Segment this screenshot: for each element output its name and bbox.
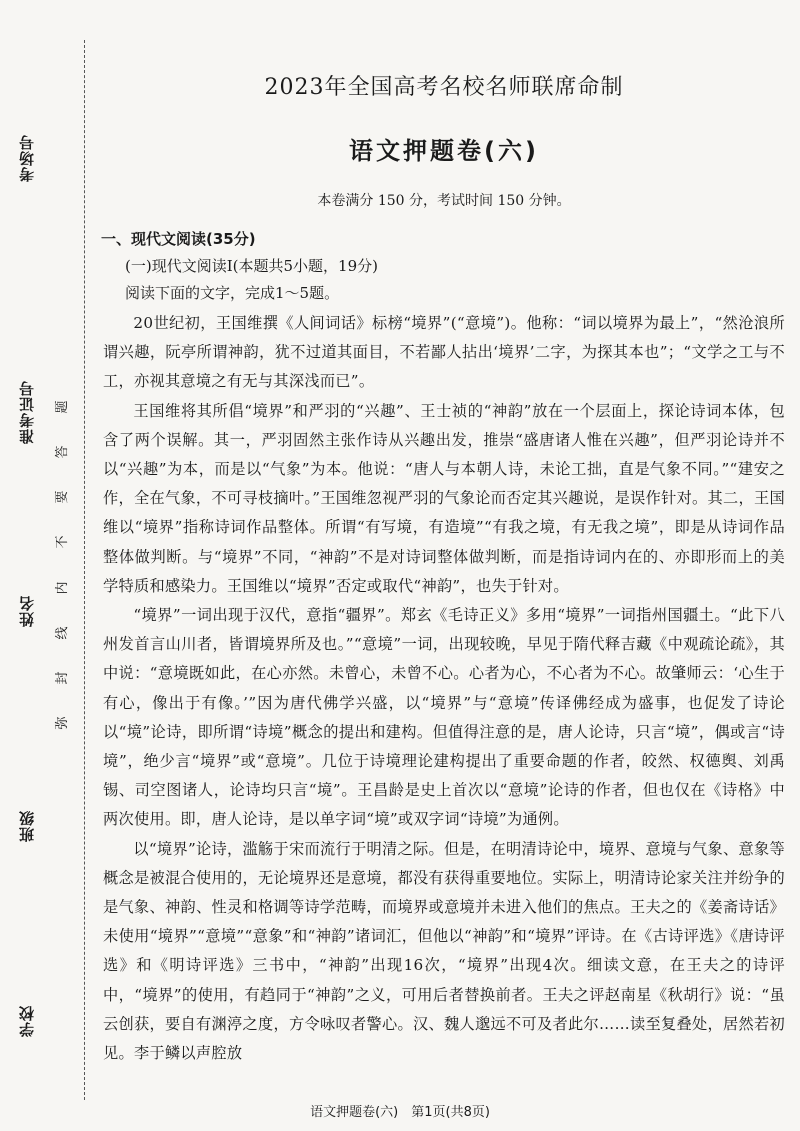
name-field	[16, 595, 37, 627]
passage-paragraph: 以“境界”论诗，滥觞于宋而流行于明清之际。但是，在明清诗论中，境界、意境与气象、意象等概念是被混合使用的，无论境界还是意境，都没有获得重要地位。实际上，明清诗论家关注并纷争的是气象、神韵、性灵和格调等诗学范畴，而境界或意境并未进入他们的焦点。王夫之的《姜斋诗话》未使用“境界”“意境”“意象”和“神韵”诸词汇，但他以“神韵”和“境界”评诗。在《古诗评选》《唐诗评选》和《明诗评选》三书中，“神韵”出现16次，“境界”出现4次。细读文意，在王夫之的诗评中，“境界”的使用，有趋同于“神韵”之义，可用后者替换前者。王夫之评赵南星《秋胡行》说：“虽云创获，要自有渊渟之度，方令咏叹者警心。汉、魏人邈远不可及者此尔……读至复叠处，居然若初见。李于鳞以声腔放	[103, 839, 785, 1063]
seal-char: 不	[55, 535, 70, 549]
passage-paragraph: 王国维将其所倡“境界”和严羽的“兴趣”、王士祯的“神韵”放在一个层面上，探论诗词本体，包含了两个误解。其一，严羽固然主张作诗从兴趣出发，推崇“盛唐诸人惟在兴趣”，但严羽论诗并不以“兴趣”为本，而是以“气象”为本。他说：“唐人与本朝人诗，未论工拙，直是气象不同。”“建安之作，全在气象，不可寻枝摘叶。”王国维忽视严羽的气象论而否定其兴趣说，是误作针对。其二，王国维以“境界”指称诗词作品整体。所谓“有写境，有造境”“有我之境，有无我之境”，即是从诗词作品整体做判断。与“境界”不同，“神韵”不是对诗词整体做判断，而是指诗词内在的、亦即形而上的美学特质和感染力。王国维以“境界”否定或取代“神韵”，也失于针对。	[103, 401, 785, 595]
passage-paragraph: “境界”一词出现于汉代，意指“疆界”。郑玄《毛诗正义》多用“境界”一词指州国疆土。“此下八州发首言山川者，皆谓境界所及也。”“意境”一词，出现较晚，早见于隋代释吉藏《中观疏论疏》，其中说：“意境既如此，在心亦然。未曾心，未曾不心。心者为心，不心者为不心。故肇师云：‘心生于有心，像出于有像。’”因为唐代佛学兴盛，以“境界”与“意境”传译佛经成为盛事，也促发了诗论以“境”论诗，即所谓“诗境”概念的提出和建构。但值得注意的是，唐人论诗，只言“境”，偶或言“诗境”，绝少言“境界”或“意境”。几位于诗境理论建构提出了重要命题的作者，皎然、权德舆、刘禹锡、司空图诸人，论诗均只言“境”。王昌龄是史上首次以“意境”论诗的作者，但也仅在《诗格》中两次使用。即，唐人论诗，是以单字词“境”或双字词“诗境”为通例。	[103, 606, 785, 829]
school-label: 学校	[18, 1005, 36, 1037]
name-label: 姓名	[18, 595, 36, 627]
exam-room-label: 考场号	[18, 134, 36, 182]
seal-char: 题	[55, 400, 70, 414]
exam-series-title: 2023年全国高考名校名师联席命制	[264, 75, 624, 100]
seal-char: 弥	[55, 716, 70, 730]
exam-paper-title: 语文押题卷(六)	[349, 137, 539, 165]
binding-margin	[0, 0, 86, 1131]
seal-char: 内	[55, 581, 70, 595]
seal-char: 答	[55, 445, 70, 459]
section-title: 一、现代文阅读(35分)	[101, 230, 256, 248]
exam-score-note: 本卷满分 150 分，考试时间 150 分钟。	[317, 193, 571, 209]
exam-content	[103, 70, 785, 1068]
binding-dashed-line	[84, 40, 85, 1100]
passage-paragraph: 20世纪初，王国维撰《人间词话》标榜“境界”(“意境”)。他称：“词以境界为最上”，“然沧浪所谓兴趣，阮亭所谓神韵，犹不过道其面目，不若鄙人拈出‘境界’二字，为探其本也”；“文学之工与不工，亦视其意境之有无与其深浅而已”。	[103, 314, 785, 391]
subsection-title: (一)现代文阅读Ⅰ(本题共5小题，19分)	[125, 257, 378, 275]
class-label: 班级	[18, 810, 36, 842]
seal-char: 线	[55, 626, 70, 640]
seal-char: 要	[55, 490, 70, 504]
page-footer: 语文押题卷(六) 第1页(共8页)	[310, 1105, 490, 1120]
seal-char: 封	[55, 671, 70, 685]
exam-room-field	[16, 128, 37, 182]
reading-instruction: 阅读下面的文字，完成1～5题。	[125, 284, 340, 302]
ticket-number-label: 准考证号	[18, 380, 36, 444]
ticket-number-field	[16, 380, 37, 444]
class-field	[16, 810, 37, 842]
school-field	[16, 1005, 37, 1037]
seal-line-notice	[56, 400, 70, 730]
